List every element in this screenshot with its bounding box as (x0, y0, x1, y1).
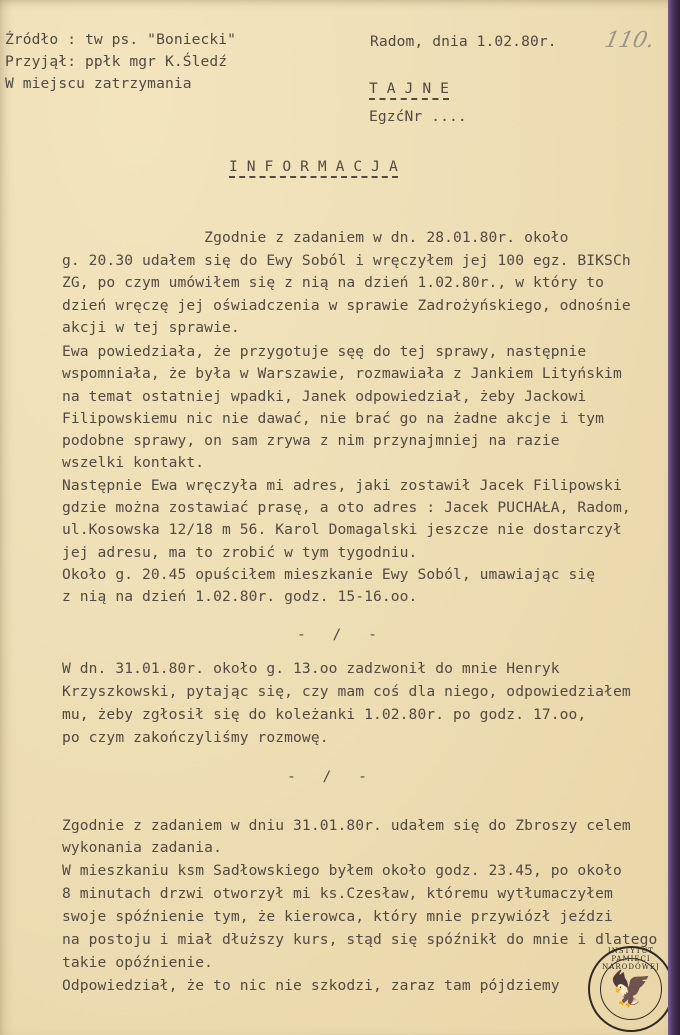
eagle-emblem-icon: 🦅 (600, 958, 662, 1020)
text-line: ul.Kosowska 12/18 m 56. Karol Domagalski jeszcze nie dostarczył (62, 521, 622, 538)
text-line: 8 minutach drzwi otworzył mi ks.Czesław, któremu wytłumaczyłem (62, 885, 613, 902)
text-line: podobne sprawy, on sam zrywa z nim przynajmniej na razie (62, 432, 560, 449)
text-line: Zgodnie z zadaniem w dn. 28.01.80r. około (62, 229, 569, 246)
text-line: mu, żeby zgłosił się do koleżanki 1.02.80r. po godz. 17.oo, (62, 706, 587, 723)
text-line: na postoju i miał dłuższy kurs, stąd się spóźnikł do mnie i dlatego (62, 931, 658, 948)
text-line: na temat ostatniej wpadki, Janek odpowiedział, żeby Jackowi (62, 388, 587, 405)
text-line: Krzyszkowski, pytając się, czy mam coś dla niego, odpowiedziałem (62, 683, 631, 700)
text-line: gdzie można zostawiać prasę, a oto adres : Jacek PUCHAŁA, Radom, (62, 499, 631, 516)
text-line: z nią na dzień 1.02.80r. godz. 15-16.oo. (62, 588, 418, 605)
text-line: jej adresu, ma to zrobić w tym tygodniu. (62, 544, 418, 561)
text-line: Około g. 20.45 opuściłem mieszkanie Ewy Soból, umawiając się (62, 566, 596, 583)
text-line: Filipowskiemu nic nie dawać, nie brać go na żadne akcje i tym (62, 410, 605, 427)
text-line: Następnie Ewa wręczyła mi adres, jaki zostawił Jacek Filipowski (62, 477, 622, 494)
text-line: po czym zakończyliśmy rozmowę. (62, 729, 329, 746)
text-line: W dn. 31.01.80r. około g. 13.oo zadzwonił do mnie Henryk (62, 660, 560, 677)
text-line: takie opóźnienie. (62, 954, 214, 971)
text-line: ZG, po czym umówiłem się z nią na dzień 1.02.80r., w który to (62, 274, 605, 291)
text-line: akcji w tej sprawie. (62, 319, 240, 336)
location-line: W miejscu zatrzymania (5, 75, 192, 92)
text-line: wykonania zadania. (62, 839, 222, 856)
text-line: dzień wręczę jej oświadczenia w sprawie Zadrożyńskiego, odnośnie (62, 297, 631, 314)
stamp-text: INSTYTUT PAMIĘCI NARODOWEJ (602, 947, 660, 971)
scan-edge (668, 0, 680, 1035)
document-title: I N F O R M A C J A (229, 158, 398, 178)
ipn-stamp (588, 946, 674, 1032)
text-line: W mieszkaniu ksm Sadłowskiego byłem około godz. 23.45, po około (62, 862, 622, 879)
text-line: Ewa powiedziała, że przygotuje sęę do tej sprawy, następnie (62, 343, 587, 360)
text-line: Zgodnie z zadaniem w dniu 31.01.80r. udałem się do Zbroszy celem (62, 817, 631, 834)
section-separator: - / - (297, 626, 377, 643)
text-line: swoje spóźnienie tym, że kierowca, który mnie przywiózł jeździ (62, 908, 613, 925)
text-line: g. 20.30 udałem się do Ewy Soból i wręczyłem jej 100 egz. BIKSCh (62, 252, 631, 269)
place-date: Radom, dnia 1.02.80r. (370, 33, 557, 50)
classification-label: T A J N E (369, 80, 449, 100)
text-line: Odpowiedział, że to nic nie szkodzi, zaraz tam pójdziemy (62, 977, 560, 994)
received-by-line: Przyjął: ppłk mgr K.Śledź (5, 53, 228, 70)
copy-number: EgzćNr .... (369, 108, 467, 125)
folio-number: 110. (602, 28, 657, 53)
text-line: wspomniała, że była w Warszawie, rozmawiała z Jankiem Lityńskim (62, 365, 622, 382)
section-separator: - / - (287, 768, 367, 785)
source-line: Źródło : tw ps. "Boniecki" (5, 31, 237, 48)
text-line: wszelki kontakt. (62, 454, 205, 471)
